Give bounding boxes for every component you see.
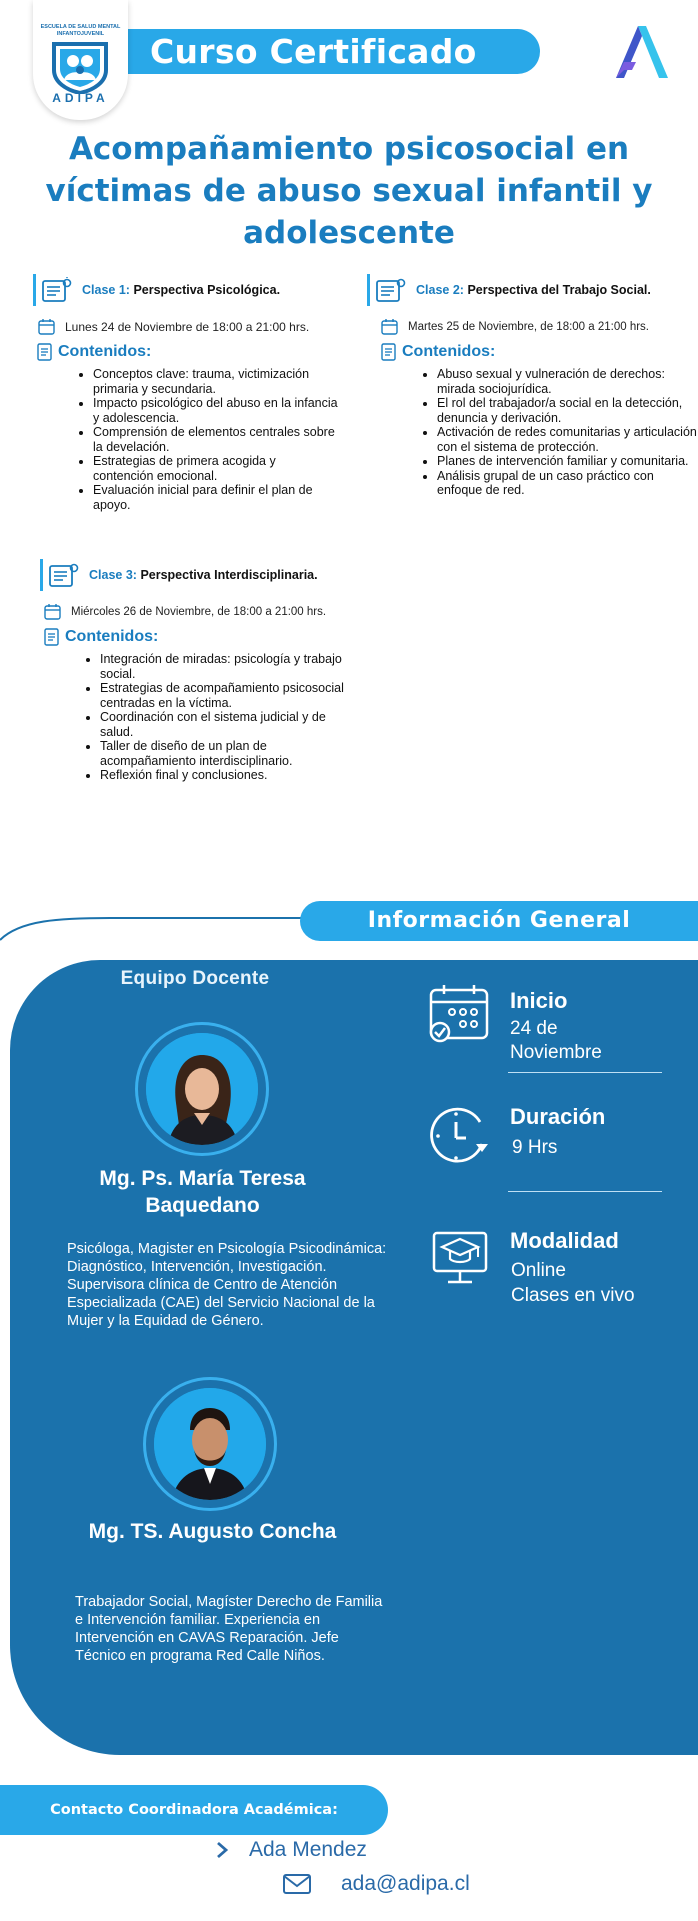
contact-name: Ada Mendez xyxy=(249,1838,367,1861)
class-2-contents-label: Contenidos: xyxy=(402,343,496,360)
class-2-date xyxy=(381,318,698,335)
list-item: • Planes de intervención familiar y comunitaria. xyxy=(437,454,697,469)
class-1-contents-heading xyxy=(37,343,363,361)
teacher-1-name: Mg. Ps. María Teresa Baquedano xyxy=(99,1167,306,1217)
avatar xyxy=(143,1377,277,1511)
document-icon xyxy=(44,628,60,646)
adipa-a-mark-icon xyxy=(612,22,670,80)
contact-name-row xyxy=(215,1838,367,1862)
class-2-header xyxy=(367,274,698,306)
document-icon xyxy=(37,343,53,361)
list-item: • Abuso sexual y vulneración de derechos: mirada sociojurídica. xyxy=(437,367,697,396)
start-value: 24 de Noviembre xyxy=(510,1018,602,1063)
person-icon xyxy=(146,1033,258,1145)
list-item: • Taller de diseño de un plan de acompañamiento interdisciplinario. xyxy=(100,739,345,768)
contact-title: Contacto Coordinadora Académica: xyxy=(50,1802,338,1818)
document-icon xyxy=(381,343,397,361)
class-2-label: Clase 2: xyxy=(416,283,464,297)
class-2-items xyxy=(419,367,697,498)
logo-word: ADIPA xyxy=(52,91,109,105)
class-1-date-text: Lunes 24 de Noviembre de 18:00 a 21:00 hrs. xyxy=(65,319,310,334)
class-board-icon xyxy=(42,277,72,303)
list-item: • Coordinación con el sistema judicial y de salud. xyxy=(100,710,345,739)
class-3-date-text: Miércoles 26 de Noviembre, de 18:00 a 21:00 hrs. xyxy=(71,605,327,618)
class-2-date-text: Martes 25 de Noviembre, de 18:00 a 21:00 hrs. xyxy=(408,320,650,333)
graduation-monitor-icon xyxy=(428,1225,492,1289)
class-3-contents-heading xyxy=(44,628,380,646)
list-item: • Comprensión de elementos centrales sobre la develación. xyxy=(93,425,338,454)
list-item: • Reflexión final y conclusiones. xyxy=(100,768,345,783)
class-board-icon xyxy=(49,562,79,588)
teacher-2-photo xyxy=(154,1388,266,1500)
class-accent-bar xyxy=(33,274,36,306)
class-3-topic: Perspectiva Interdisciplinaria. xyxy=(140,568,318,582)
class-1-label: Clase 1: xyxy=(82,283,130,297)
list-item: • Estrategias de primera acogida y contención emocional. xyxy=(93,454,338,483)
divider xyxy=(508,1072,662,1073)
list-item: • Impacto psicológico del abuso en la infancia y adolescencia. xyxy=(93,396,338,425)
teacher-2-name: Mg. TS. Augusto Concha xyxy=(88,1520,337,1543)
course-title: Acompañamiento psicosocial en víctimas de abuso sexual infantil y adolescente xyxy=(45,131,653,251)
class-3-items xyxy=(82,652,345,783)
class-1-date xyxy=(38,318,363,335)
class-2-title xyxy=(416,283,651,297)
class-accent-bar xyxy=(367,274,370,306)
list-item: • Evaluación inicial para definir el plan de apoyo. xyxy=(93,483,338,512)
list-item: • El rol del trabajador/a social en la detección, denuncia y derivación. xyxy=(437,396,697,425)
teacher-1-photo xyxy=(146,1033,258,1145)
class-1-topic: Perspectiva Psicológica. xyxy=(133,283,281,297)
class-1-block xyxy=(33,274,363,512)
clock-icon xyxy=(428,1104,492,1168)
calendar-check-icon xyxy=(428,982,492,1046)
logo-org-line: ESCUELA DE SALUD MENTAL INFANTOJUVENIL xyxy=(40,24,121,37)
divider xyxy=(508,1191,662,1192)
info-section-title: Información General xyxy=(367,908,631,933)
list-item: • Análisis grupal de un caso práctico con enfoque de red. xyxy=(437,469,697,498)
class-3-header xyxy=(40,559,380,591)
class-3-block xyxy=(40,559,380,783)
person-icon xyxy=(154,1388,266,1500)
class-1-header xyxy=(33,274,363,306)
calendar-icon xyxy=(381,318,398,335)
class-2-topic: Perspectiva del Trabajo Social. xyxy=(467,283,651,297)
duration-value: 9 Hrs xyxy=(512,1137,558,1158)
modality-label: Modalidad xyxy=(510,1228,619,1253)
class-1-title xyxy=(82,283,280,297)
class-2-contents-heading xyxy=(381,343,698,361)
contact-email-row[interactable] xyxy=(283,1872,470,1896)
list-item: • Estrategias de acompañamiento psicosocial centradas en la víctima. xyxy=(100,681,345,710)
duration-label: Duración xyxy=(510,1104,606,1129)
class-accent-bar xyxy=(40,559,43,591)
list-item: • Activación de redes comunitarias y articulación con el sistema de protección. xyxy=(437,425,697,454)
modality-value-1: Online xyxy=(511,1260,566,1281)
list-item: • Conceptos clave: trauma, victimización primaria y secundaria. xyxy=(93,367,338,396)
calendar-icon xyxy=(38,318,55,335)
teacher-2-bio: Trabajador Social, Magíster Derecho de Familia e Intervención familiar. Experiencia en Intervención en CAVAS Reparación. Jefe Técnico en programa Red Calle Niños. xyxy=(75,1594,383,1664)
list-item: • Integración de miradas: psicología y trabajo social. xyxy=(100,652,345,681)
class-2-block xyxy=(367,274,698,498)
class-3-title xyxy=(89,568,318,582)
class-3-date xyxy=(44,603,380,620)
chevron-right-icon xyxy=(215,1841,229,1859)
banner-title: Curso Certificado xyxy=(150,32,477,71)
class-3-label: Clase 3: xyxy=(89,568,137,582)
calendar-icon xyxy=(44,603,61,620)
teaching-team-title: Equipo Docente xyxy=(120,968,270,989)
teacher-1-bio: Psicóloga, Magister en Psicología Psicodinámica: Diagnóstico, Intervención, Investigación. Supervisora clínica de Centro de Atención Especializada (CAE) del Servicio Nacional de la Mujer y la Equidad de Género. xyxy=(67,1241,387,1329)
class-1-items xyxy=(75,367,338,512)
shield-family-logo-icon xyxy=(46,40,114,94)
start-label: Inicio xyxy=(510,988,568,1013)
modality-value-2: Clases en vivo xyxy=(511,1285,635,1306)
avatar xyxy=(135,1022,269,1156)
class-3-contents-label: Contenidos: xyxy=(65,628,159,645)
class-1-contents-label: Contenidos: xyxy=(58,343,152,360)
mail-icon xyxy=(283,1874,311,1894)
class-board-icon xyxy=(376,277,406,303)
contact-email-link[interactable]: ada@adipa.cl xyxy=(341,1872,470,1895)
